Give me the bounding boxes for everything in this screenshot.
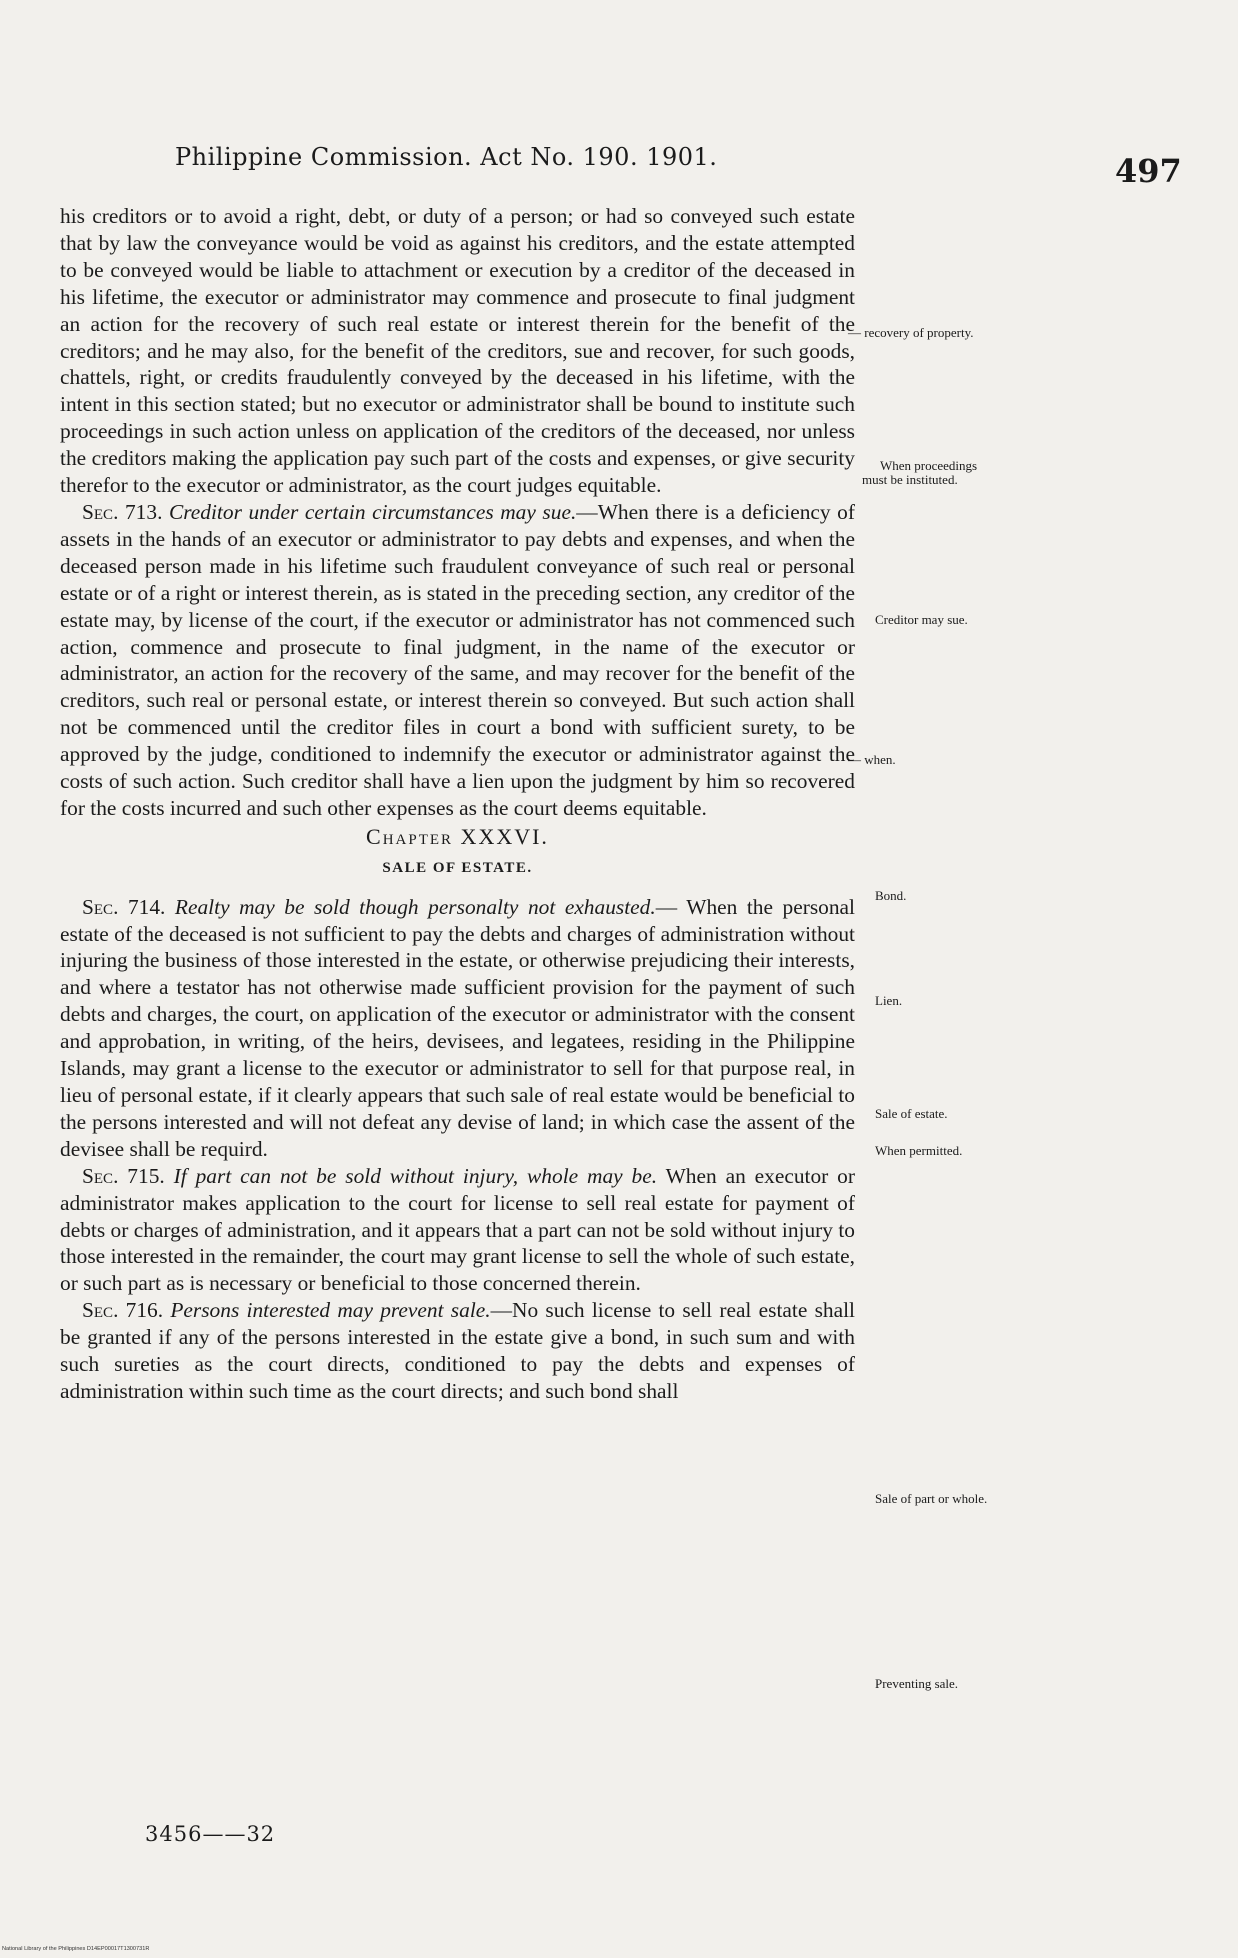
section-number: Sec. 713. [82, 499, 163, 524]
chapter-subtitle: SALE OF ESTATE. [382, 859, 533, 876]
margin-note-recovery: — recovery of property. [848, 325, 974, 340]
section-title: Creditor under certain circumstances may sue. [169, 499, 577, 524]
signature-mark: 3456——32 [145, 1822, 276, 1846]
section-text: When the personal estate of the deceased is not sufficient to pay the debts and charges of administration without injuring the business of those interested in the estate, or otherwise prejudicing their interests, and where a testator has not otherwise made sufficient provision for the payment of such debts and charges, the court, on application of the executor or administrator with the consent and approbation, in writing, of the heirs, devisees, and legatees, residing in the Philippine Islands, may grant a license to the executor or administrator to sell for that purpose real, in lieu of personal estate, if it clearly appears that such sale of real estate would be beneficial to the persons interested and will not defeat any devise of land; in which case the assent of the devisee shall be requird. [60, 894, 855, 1161]
margin-note-sale-of-estate: Sale of estate. [875, 1106, 948, 1121]
margin-note-lien: Lien. [875, 993, 903, 1008]
em-dash: — [576, 499, 598, 524]
em-dash: — [655, 894, 678, 919]
section-title: Persons interested may prevent sale. [170, 1298, 491, 1323]
margin-note-when-proceedings: When proceedings [880, 458, 978, 473]
section-714 [60, 894, 855, 1163]
margin-note-preventing-sale: Preventing sale. [875, 1676, 959, 1691]
paragraph-continuation: his creditors or to avoid a right, debt, or duty of a person; or had so conveyed such estate that by law the conveyance would be void as against his creditors, and the estate attempted to be conveyed would be liable to attachment or execution by a creditor of the deceased in his lifetime, the executor or administrator may commence and prosecute to final judgment an action for the recovery of such real estate or interest therein for the benefit of the creditors; and he may also, for the benefit of the creditors, sue and recover, for such goods, chattels, right, or credits fraudulently conveyed by the deceased in his lifetime, with the intent in this section stated; but no executor or administrator shall be bound to institute such proceedings in such action unless on application of the creditors of the deceased, nor unless the creditors making the application pay such part of the costs and expenses, or give security therefor to the executor or administrator, as the court judges equitable. [60, 204, 855, 498]
section-713 [60, 499, 855, 822]
margin-note-when-permitted: When permitted. [875, 1143, 963, 1158]
margin-note-when: — when. [848, 752, 896, 767]
em-dash: — [490, 1298, 512, 1323]
section-text: When there is a deficiency of assets in the hands of an executor or administrator to pay debts and expenses, and when the deceased person made in his lifetime such fraudulent conveyance of such real or personal estate or of a right or interest therein, as is stated in the preceding section, any creditor of the estate may, by license of the court, if the executor or administrator has not commenced such action, commence and prosecute to final judgment, in the name of the executor or administrator, an action for the recovery of the same, and may recover for the benefit of the creditors, such real or personal estate, or interest therein so conveyed. But such action shall not be commenced until the creditor files in court a bond with sufficient surety, to be approved by the judge, conditioned to indemnify the executor or administrator against the costs of such action. Such creditor shall have a lien upon the judgment by him so recovered for the costs incurred and such other expenses as the court deems equitable. [60, 499, 855, 820]
section-number: Sec. 714. [82, 894, 166, 919]
margin-note-creditor-may-sue: Creditor may sue. [875, 612, 968, 627]
margin-note-sale-part-whole: Sale of part or whole. [875, 1491, 988, 1506]
body-text [60, 203, 855, 1405]
running-head: Philippine Commission. Act No. 190. 1901. [175, 143, 718, 171]
section-716 [60, 1297, 855, 1405]
section-title: If part can not be sold without injury, whole may be. [173, 1163, 658, 1188]
section-number: Sec. 715. [82, 1163, 165, 1188]
section-text: When an executor or administrator makes application to the court for license to sell real estate for payment of debts or charges of administration, and it appears that a part can not be sold without injury to those interested in the remainder, the court may grant license to sell the whole of such estate, or such part as is necessary or beneficial to those concerned therein. [60, 1163, 856, 1296]
page-number: 497 [1115, 152, 1182, 190]
section-text: No such license to sell real estate shall be granted if any of the persons interested in the estate give a bond, in such sum and with such sureties as the court directs, conditioned to pay the debts and expenses of administration within such time as the court directs; and such bond shall [60, 1298, 855, 1403]
margin-note-must-be-instituted: must be instituted. [862, 472, 958, 487]
library-stamp: National Library of the Philippines D14EP00017T1300731R [2, 1946, 150, 1952]
section-number: Sec. 716. [82, 1298, 164, 1323]
section-715 [60, 1163, 855, 1298]
chapter-title: Chapter XXXVI. [366, 823, 549, 849]
section-title: Realty may be sold though personalty not exhausted. [174, 894, 656, 919]
margin-note-bond: Bond. [875, 888, 907, 903]
